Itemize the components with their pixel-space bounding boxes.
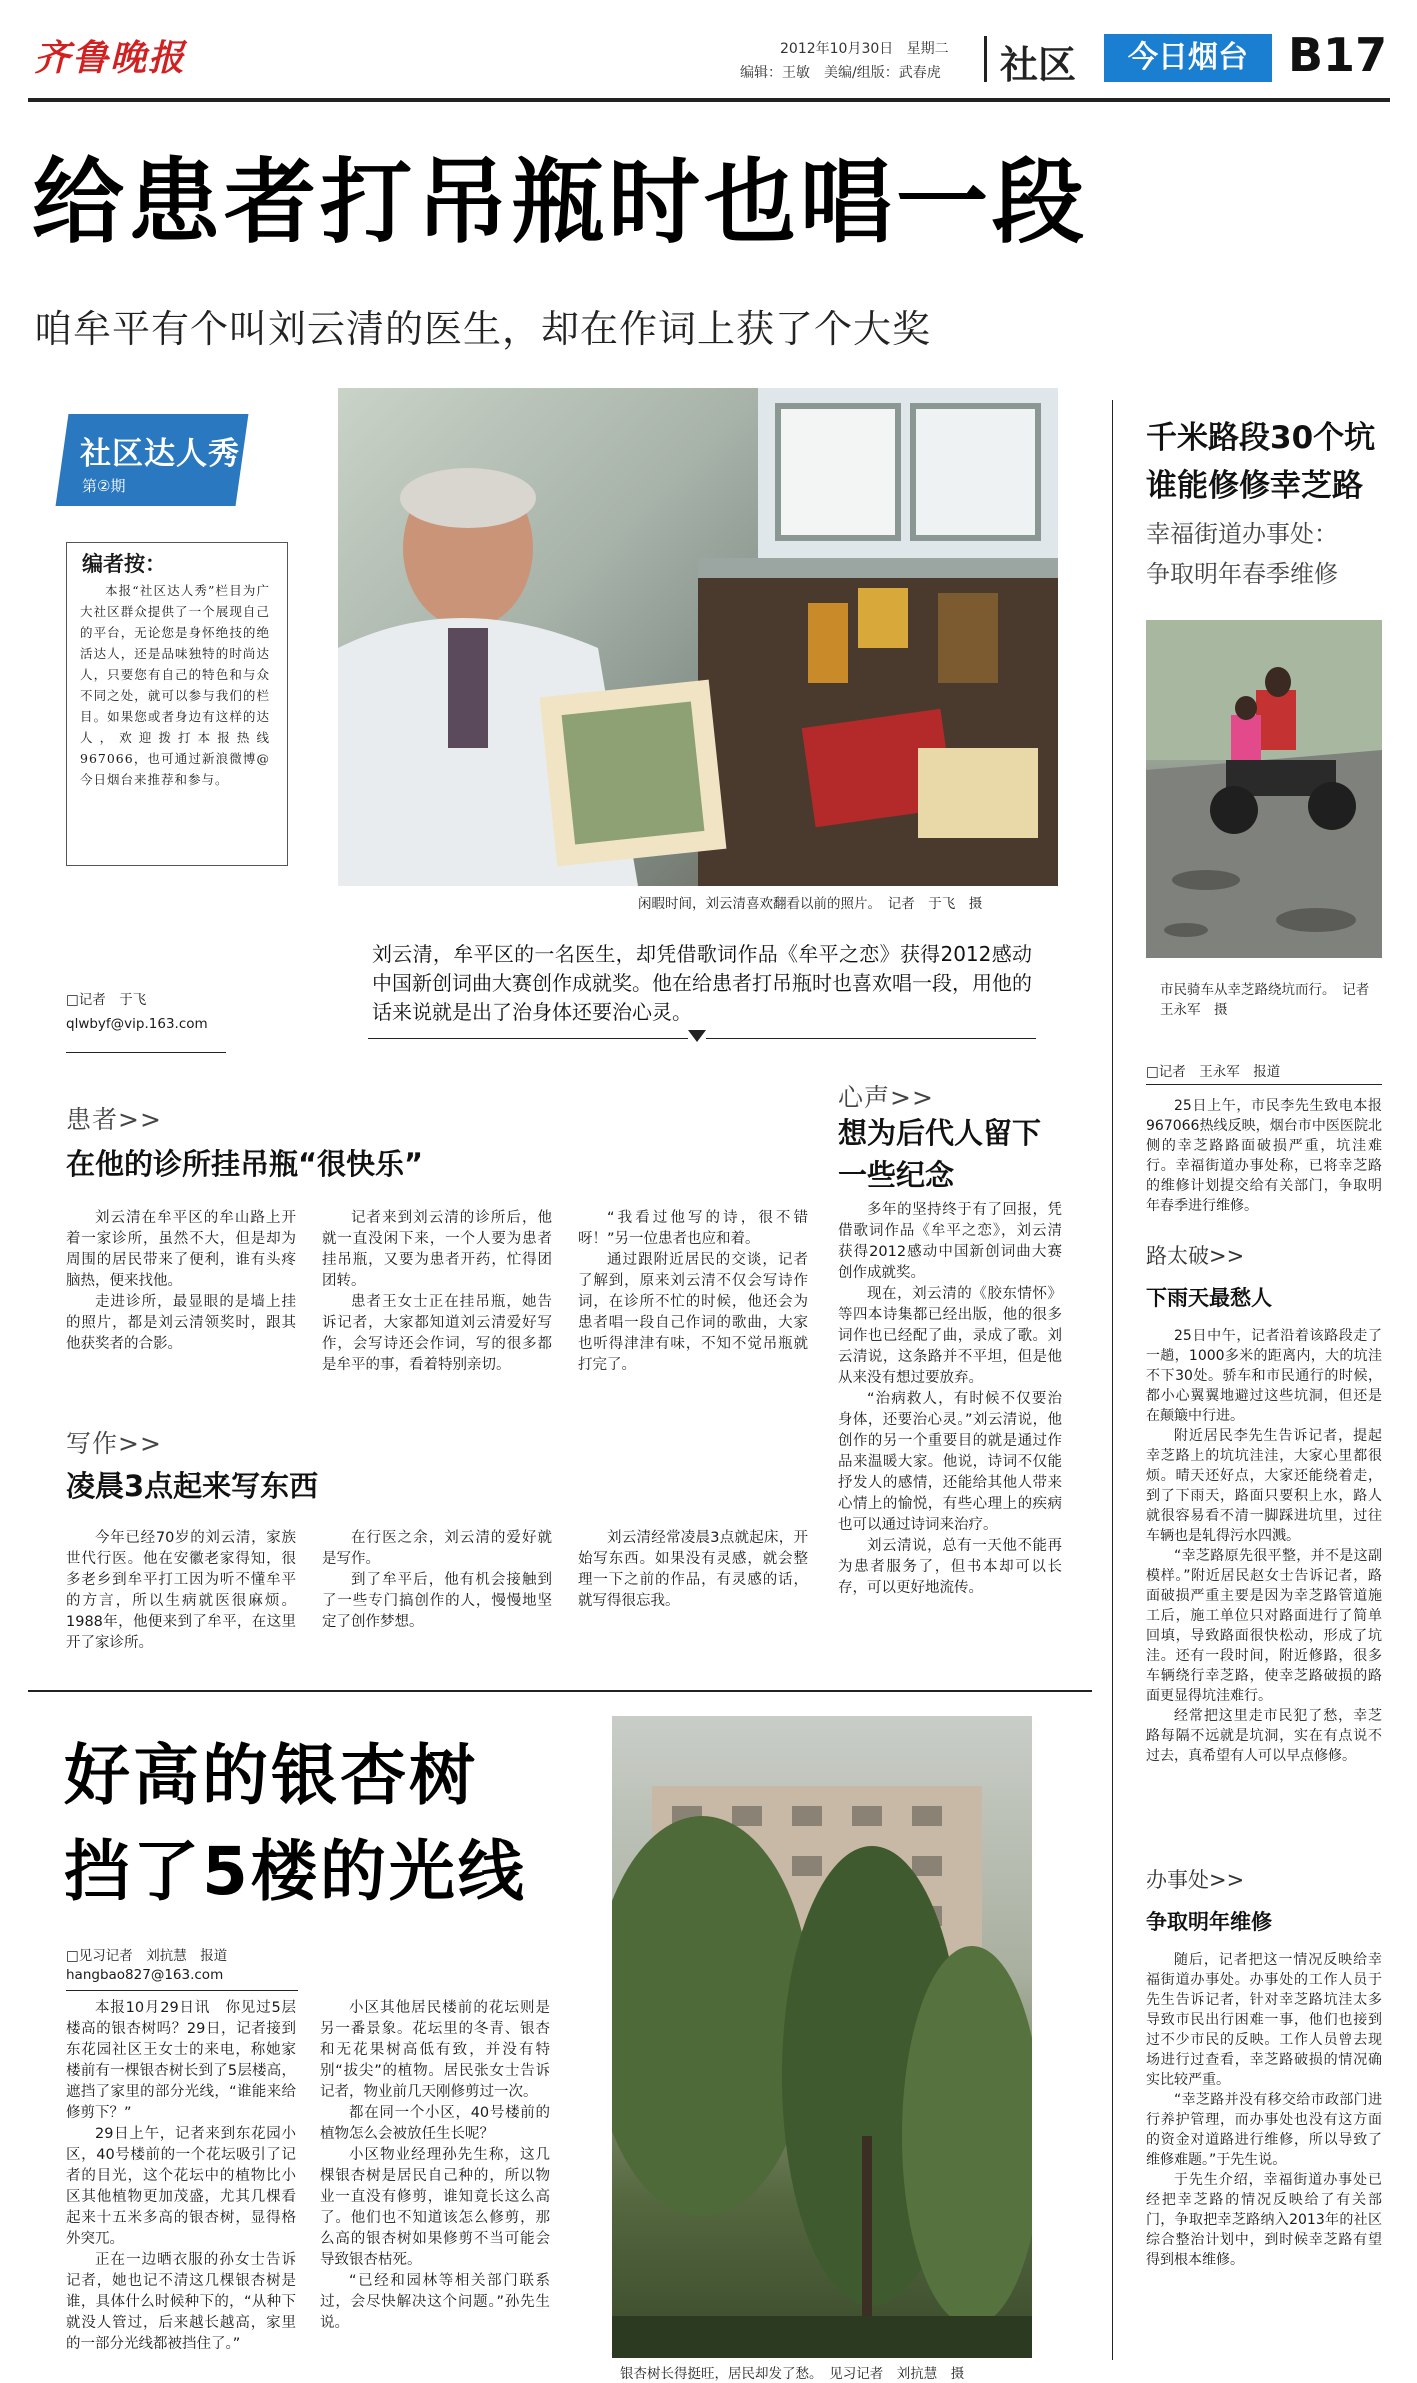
road-photo-illustration [1146,620,1382,958]
sidebar-divider [1112,400,1113,2360]
region-badge: 今日烟台 [1104,34,1272,82]
section1-para: 记者来到刘云清的诊所后，他就一直没闲下来，一个人要为患者挂吊瓶，又要为患者开药，忙得团团转。 [322,1210,552,1289]
story2-headline-2: 挡了5楼的光线 [64,1833,527,1910]
section1-heading: 在他的诊所挂吊瓶“很快乐” [66,1147,424,1181]
sidebar-section2-heading: 争取明年维修 [1146,1910,1272,1934]
lead-rule-left [368,1038,688,1039]
section1-para: 患者王女士正在挂吊瓶，她告诉记者，大家都知道刘云清爱好写作，会写诗还会作词，写的很多都是牟平的事，看着特别亲切。 [322,1294,552,1373]
sidebar-byline: □记者 王永军 报道 [1146,1064,1281,1080]
section-name: 社区 [1000,43,1077,87]
masthead-date [780,38,949,58]
sidebar-section1-para: 25日中午，记者沿着该路段走了一趟，1000多米的距离内，大的坑洼不下30处。骄车和市民通行的时候，都小心翼翼地避过这些坑洞，但还是在颠簸中行进。 [1146,1328,1382,1424]
section2-para: 到了牟平后，他有机会接触到了一些专门搞创作的人，慢慢地坚定了创作梦想。 [322,1572,552,1630]
sidebar-section1-body [1146,1326,1382,1766]
masthead-divider [984,36,987,82]
story2-headline-1: 好高的银杏树 [64,1737,478,1814]
section1-tag: 患者>> [66,1105,162,1134]
road-photo-caption: 市民骑车从幸芝路绕坑而行。 记者 王永军 摄 [1160,982,1383,1018]
sidebar-section1-para: 经常把这里走市民犯了愁，幸芝路每隔不远就是坑洞，实在有点说不过去，真希望有人可以早点修修。 [1146,1708,1382,1764]
section2-heading: 凌晨3点起来写东西 [66,1469,319,1503]
story2-para: 都在同一个小区，40号楼前的植物怎么会被放任生长呢？ [320,2105,550,2142]
sidebar-section2-body [1146,1950,1382,2270]
sidebar-section2-tag: 办事处>> [1146,1868,1245,1892]
section2-para: 今年已经70岁的刘云清，家族世代行医。他在安徽老家得知，很多老乡到牟平打工因为听不懂牟平的方言，所以生病就医很麻烦。1988年，他便来到了牟平，在这里开了家诊所。 [66,1530,296,1651]
story2-para: 29日上午，记者来到东花园小区，40号楼前的一个花坛吸引了记者的目光，这个花坛中的植物比小区其他植物更加茂盛，尤其几棵看起来十五米多高的银杏树，显得格外突兀。 [66,2126,296,2247]
editor-note-label: 编者按： [78,548,170,578]
section2-body [66,1528,808,1658]
story2-byline-rule [66,1990,298,1991]
main-photo-illustration [338,388,1058,886]
page-number: B17 [1288,28,1388,82]
story-divider [28,1690,1092,1692]
byline-rule [66,1052,226,1053]
byline-email: qlwbyf@vip.163.com [66,1016,208,1032]
main-headline: 给患者打吊瓶时也唱一段 [32,149,1089,256]
sidebar-section1-para: 附近居民李先生告诉记者，提起幸芝路上的坑坑洼洼，大家心里都很烦。晴天还好点，大家还能绕着走，到了下雨天，路面只要积上水，路人就很容易看不清一脚踩进坑里，过往车辆也是轧得污水四溅。 [1146,1428,1382,1544]
sidebar-byline-rule [1146,1084,1382,1085]
masthead-editors: 编辑：王敏 美编/组版：武春虎 [740,65,941,81]
story2-para: “已经和园林等相关部门联系过，会尽快解决这个问题。”孙先生说。 [320,2273,550,2331]
sidebar-intro-para: 25日上午，市民李先生致电本报967066热线反映，烟台市中医医院北侧的幸芝路路面破损严重，坑洼难行。幸福街道办事处称，已将幸芝路的维修计划提交给有关部门，争取明年春季进行维修。 [1146,1098,1382,1214]
sidebar-section1-tag: 路太破>> [1146,1244,1245,1268]
lead-pointer [688,1030,706,1042]
section2-para: 刘云清经常凌晨3点就起床，开始写东西。如果没有灵感，就会整理一下之前的作品，有灵感的话，就写得很忘我。 [578,1530,808,1609]
story2-para: 小区其他居民楼前的花坛则是另一番景象。花坛里的冬青、银杏和无花果树高低有致，并没有特别“拔尖”的植物。居民张女士告诉记者，物业前几天刚修剪过一次。 [320,2000,550,2100]
byline-reporter: □记者 于飞 [66,992,147,1008]
lead-paragraph: 刘云清，牟平区的一名医生，却凭借歌词作品《牟平之恋》获得2012感动中国新创词曲大赛创作成就奖。他在给患者打吊瓶时也喜欢唱一段，用他的话来说就是出了治身体还要治心灵。 [372,942,1032,1024]
section3-para: “治病救人，有时候不仅要治身体，还要治心灵。”刘云清说，他创作的另一个重要目的就是通过作品来温暖大家。他说，诗词不仅能抒发人的感情，还能给其他人带来心情上的愉悦，有些心理上的疾病也可以通过诗词来治疗。 [838,1391,1062,1533]
section1-para: “我看过他写的诗，很不错呀！”另一位患者也应和着。 [578,1210,808,1247]
main-byline [66,988,208,1032]
story2-reporter: □见习记者 刘抗慧 报道 [66,1948,228,1964]
section1-para: 通过跟附近居民的交谈，记者了解到，原来刘云清不仅会写诗作词，在诊所不忙的时候，他还会为患者唱一段自己作词的歌曲，大家也听得津津有味，不知不觉吊瓶就打完了。 [578,1252,808,1373]
road-photo [1146,620,1382,958]
story2-byline [66,1944,227,1983]
editor-note-body: 本报“社区达人秀”栏目为广大社区群众提供了一个展现自己的平台，无论您是身怀绝技的绝活达人，还是品味独特的时尚达人，只要您有自己的特色和与众不同之处，就可以参与我们的栏目。如果您或者身边有这样的达人，欢迎拨打本报热线967066，也可通过新浪微博@今日烟台来推荐和参与。 [80,583,270,787]
weekday-text: 星期二 [906,41,949,57]
section1-para: 刘云清在牟平区的牟山路上开着一家诊所，虽然不大，但是却为周围的居民带来了便利，谁有头疼脑热，便来找他。 [66,1210,296,1289]
masthead-logo: 齐鲁晚报 [34,37,187,79]
lead-rule-right [706,1038,1036,1039]
main-photo-caption: 闲暇时间，刘云清喜欢翻看以前的照片。 记者 于飞 摄 [638,896,983,912]
section3-body [838,1200,1062,1599]
section3-para: 刘云清说，总有一天他不能再为患者服务了，但书本却可以长存，可以更好地流传。 [838,1538,1062,1596]
section2-para: 在行医之余，刘云清的爱好就是写作。 [322,1530,552,1567]
column-badge-issue: 第②期 [82,477,126,495]
column-badge-title: 社区达人秀 [80,436,240,472]
story2-para: 正在一边晒衣服的孙女士告诉记者，她也记不清这几棵银杏树是谁，具体什么时候种下的，“从种下就没人管过，后来越长越高，家里的一部分光线都被挡住了。” [66,2252,296,2352]
section3-tag: 心声>> [838,1083,934,1112]
section3-para: 多年的坚持终于有了回报，凭借歌词作品《牟平之恋》，刘云清获得2012感动中国新创词曲大赛创作成就奖。 [838,1202,1062,1281]
main-photo [338,388,1058,886]
section2-tag: 写作>> [66,1429,162,1458]
section1-body [66,1208,808,1398]
main-subheadline: 咱牟平有个叫刘云清的医生，却在作词上获了个大奖 [34,307,932,351]
section3-para: 现在，刘云清的《胶东情怀》等四本诗集都已经出版，他的很多词作也已经配了曲，录成了歌。刘云清说，这条路并不平坦，但是他从来没有想过要放弃。 [838,1286,1062,1386]
section1-para: 走进诊所，最显眼的是墙上挂的照片，都是刘云清领奖时，跟其他获奖者的合影。 [66,1294,296,1352]
sidebar-section2-para: “幸芝路并没有移交给市政部门进行养护管理，而办事处也没有这方面的资金对道路进行维修，所以导致了维修难题。”于先生说。 [1146,2092,1382,2168]
sidebar-headline-1: 千米路段30个坑 [1146,420,1376,456]
ginkgo-photo [612,1716,1032,2358]
masthead-rule [28,98,1390,102]
date-text: 2012年10月30日 [780,41,894,57]
sidebar-headline-2: 谁能修修幸芝路 [1146,468,1363,504]
story2-body [66,1998,550,2358]
story2-para: 本报10月29日讯 你见过5层楼高的银杏树吗？29日，记者接到东花园社区王女士的来电，称她家楼前有一棵银杏树长到了5层楼高，遮挡了家里的部分光线，“谁能来给修剪下？” [66,2000,296,2121]
sidebar-subhead-1: 幸福街道办事处： [1146,520,1338,548]
ginkgo-photo-illustration [612,1716,1032,2358]
story2-para: 小区物业经理孙先生称，这几棵银杏树是居民自己种的，所以物业一直没有修剪，谁知竟长这么高了。他们也不知道该怎么修剪，那么高的银杏树如果修剪不当可能会导致银杏枯死。 [320,2147,550,2268]
sidebar-intro [1146,1096,1382,1216]
sidebar-section2-para: 随后，记者把这一情况反映给幸福街道办事处。办事处的工作人员于先生告诉记者，针对幸芝路坑洼太多导致市民出行困难一事，他们也接到过不少市民的反映。工作人员曾去现场进行过查看，幸芝路破损的情况确实比较严重。 [1146,1952,1382,2088]
sidebar-section1-para: “幸芝路原先很平整，并不是这副模样。”附近居民赵女士告诉记者，路面破损严重主要是因为幸芝路管道施工后，施工单位只对路面进行了简单回填，导致路面很快松动，形成了坑洼。还有一段时间，附近修路，很多车辆绕行幸芝路，使幸芝路破损的路面更显得坑洼难行。 [1146,1548,1382,1704]
section3-heading: 想为后代人留下一些纪念 [838,1116,1042,1192]
ginkgo-photo-caption: 银杏树长得挺旺，居民却发了愁。 见习记者 刘抗慧 摄 [620,2366,965,2382]
sidebar-section2-para: 于先生介绍，幸福街道办事处已经把幸芝路的情况反映给了有关部门，争取把幸芝路纳入2013年的社区综合整治计划中，到时候幸芝路有望得到根本维修。 [1146,2172,1382,2268]
sidebar-section1-heading: 下雨天最愁人 [1146,1286,1272,1310]
sidebar-subhead-2: 争取明年春季维修 [1146,560,1338,588]
story2-email: hangbao827@163.com [66,1967,224,1983]
